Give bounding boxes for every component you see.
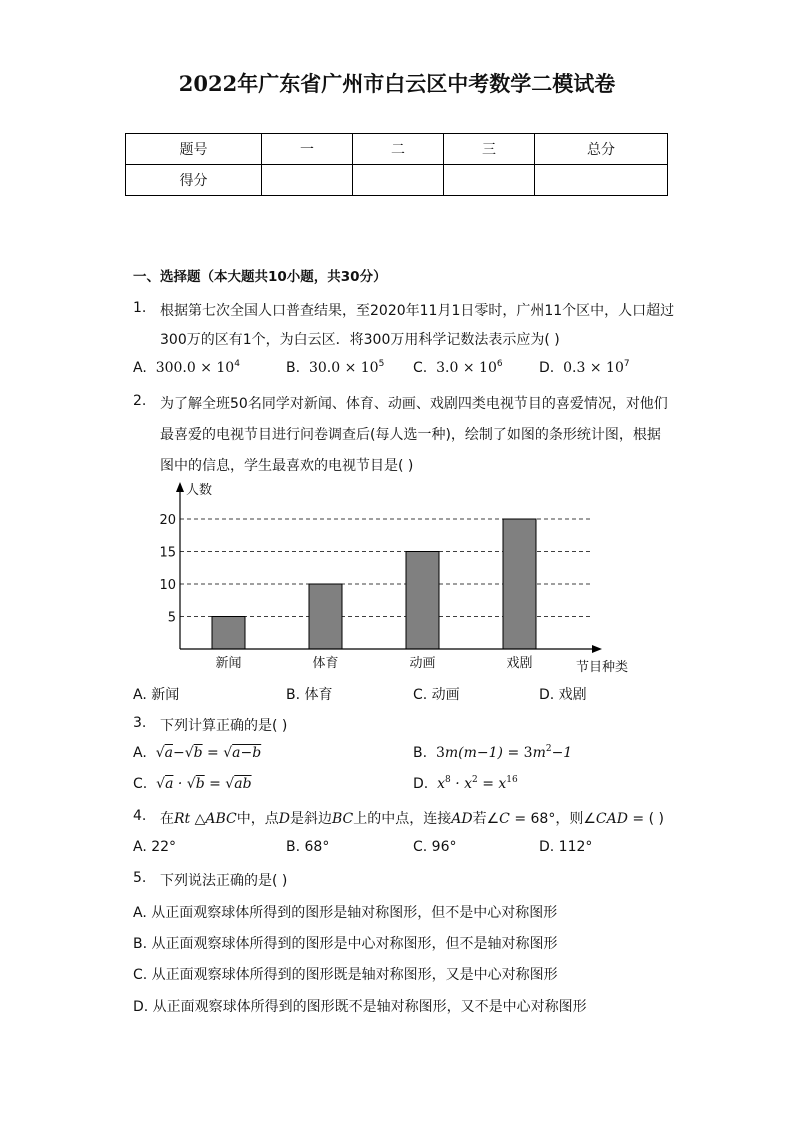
bar: [503, 519, 536, 649]
score-cell[interactable]: [535, 165, 668, 196]
q4-option-c[interactable]: C. 96°: [413, 839, 457, 855]
question-number: 3.: [133, 715, 147, 731]
x-tick-label: 新闻: [215, 656, 242, 671]
score-table-score-row: [126, 165, 668, 196]
q3-option-d[interactable]: [413, 776, 518, 792]
option-value: 300.0 × 10: [155, 360, 235, 376]
question-1-text-line1: 根据第七次全国人口普查结果，至2020年11月1日零时，广州11个区中，人口超过: [160, 303, 675, 319]
option-label: B.: [413, 745, 428, 761]
q5-option-c[interactable]: C. 从正面观察球体所得到的图形既是轴对称图形，又是中心对称图形: [133, 967, 558, 983]
y-axis-title: 人数: [186, 483, 213, 498]
option-value: 0.3 × 10: [563, 360, 624, 376]
option-exponent: 6: [496, 359, 503, 369]
formula: $3m(m-1) = 3m^2-1$: [435, 744, 573, 761]
score-header-cell: 二: [353, 134, 444, 165]
option-label: C.: [413, 360, 428, 376]
option-value: 30.0 × 10: [308, 360, 379, 376]
question-number: 1.: [133, 300, 147, 316]
question-2-text-line2: 最喜爱的电视节目进行问卷调查后(每人选一种)，绘制了如图的条形统计图，根据: [160, 427, 661, 443]
x-axis-title: 节目种类: [576, 660, 629, 675]
q5-option-d[interactable]: D. 从正面观察球体所得到的图形既不是轴对称图形，又不是中心对称图形: [133, 999, 587, 1015]
q3-option-b[interactable]: [413, 745, 572, 761]
bar: [309, 584, 342, 649]
score-table-header-row: [126, 134, 668, 165]
option-value: 3.0 × 10: [436, 360, 497, 376]
q5-option-b[interactable]: B. 从正面观察球体所得到的图形是中心对称图形，但不是轴对称图形: [133, 936, 558, 952]
q2-option-d[interactable]: D. 戏剧: [539, 687, 587, 703]
score-cell[interactable]: [262, 165, 353, 196]
q4-option-d[interactable]: D. 112°: [539, 839, 593, 855]
page-title: 2022年广东省广州市白云区中考数学二模试卷: [178, 71, 616, 96]
x-tick-label: 戏剧: [506, 656, 533, 671]
option-exponent: 5: [378, 359, 385, 369]
bar-chart: [140, 476, 650, 678]
q2-option-c[interactable]: C. 动画: [413, 687, 460, 703]
q4-option-b[interactable]: B. 68°: [286, 839, 330, 855]
bar: [406, 552, 439, 650]
question-3-text: 下列计算正确的是( ): [160, 718, 288, 734]
score-table: [125, 133, 668, 196]
option-label: B.: [286, 360, 301, 376]
y-tick-label: 20: [159, 513, 176, 528]
q1-option-a[interactable]: [133, 360, 240, 376]
y-axis-arrow-icon: [176, 482, 184, 492]
option-label: D.: [413, 776, 429, 792]
q1-option-c[interactable]: [413, 360, 503, 376]
section-heading: 一、选择题（本大题共10小题，共30分）: [133, 269, 387, 285]
option-label: A.: [133, 745, 147, 761]
y-tick-label: 15: [159, 545, 176, 561]
q1-option-b[interactable]: [286, 360, 384, 376]
q2-option-b[interactable]: B. 体育: [286, 687, 333, 703]
score-header-cell: 题号: [126, 134, 262, 165]
q1-option-d[interactable]: [539, 360, 630, 376]
option-label: A.: [133, 360, 147, 376]
x-tick-label: 动画: [409, 656, 436, 671]
option-exponent: 4: [234, 359, 240, 369]
formula: $x^8 \cdot x^2 = x^{16}$: [437, 775, 518, 792]
option-label: C.: [133, 776, 148, 792]
score-cell[interactable]: [444, 165, 535, 196]
x-tick-label: 体育: [312, 656, 339, 671]
score-header-cell: 三: [444, 134, 535, 165]
q3-option-c[interactable]: [133, 776, 252, 792]
bar: [212, 617, 245, 650]
question-number: 4.: [133, 808, 147, 824]
option-exponent: 7: [623, 359, 630, 369]
question-number: 5.: [133, 870, 147, 886]
formula: √a · √b = √ab: [156, 776, 252, 792]
y-tick-label: 5: [167, 610, 176, 626]
q5-option-a[interactable]: A. 从正面观察球体所得到的图形是轴对称图形，但不是中心对称图形: [133, 905, 558, 921]
question-1-text-line2: 300万的区有1个，为白云区．将300万用科学记数法表示应为( ): [160, 332, 560, 348]
formula: √a−√b = √a−b: [155, 745, 262, 761]
question-2-text-line3: 图中的信息，学生最喜欢的电视节目是( ): [160, 458, 414, 474]
question-2-text-line1: 为了解全班50名同学对新闻、体育、动画、戏剧四类电视节目的喜爱情况，对他们: [160, 396, 668, 412]
score-header-cell: 总分: [535, 134, 668, 165]
score-row-label: 得分: [126, 165, 262, 196]
score-header-cell: 一: [262, 134, 353, 165]
x-axis-arrow-icon: [592, 645, 602, 653]
option-label: D.: [539, 360, 555, 376]
y-tick-label: 10: [159, 578, 176, 593]
q4-option-a[interactable]: A. 22°: [133, 839, 177, 855]
q3-option-a[interactable]: [133, 745, 261, 761]
q2-option-a[interactable]: A. 新闻: [133, 687, 180, 703]
question-number: 2.: [133, 393, 147, 409]
question-4-text: 在Rt △ABC中，点D是斜边BC上的中点，连接AD若∠C = 68°，则∠CAD = ( ): [160, 811, 664, 827]
question-5-text: 下列说法正确的是( ): [160, 873, 288, 889]
score-cell[interactable]: [353, 165, 444, 196]
